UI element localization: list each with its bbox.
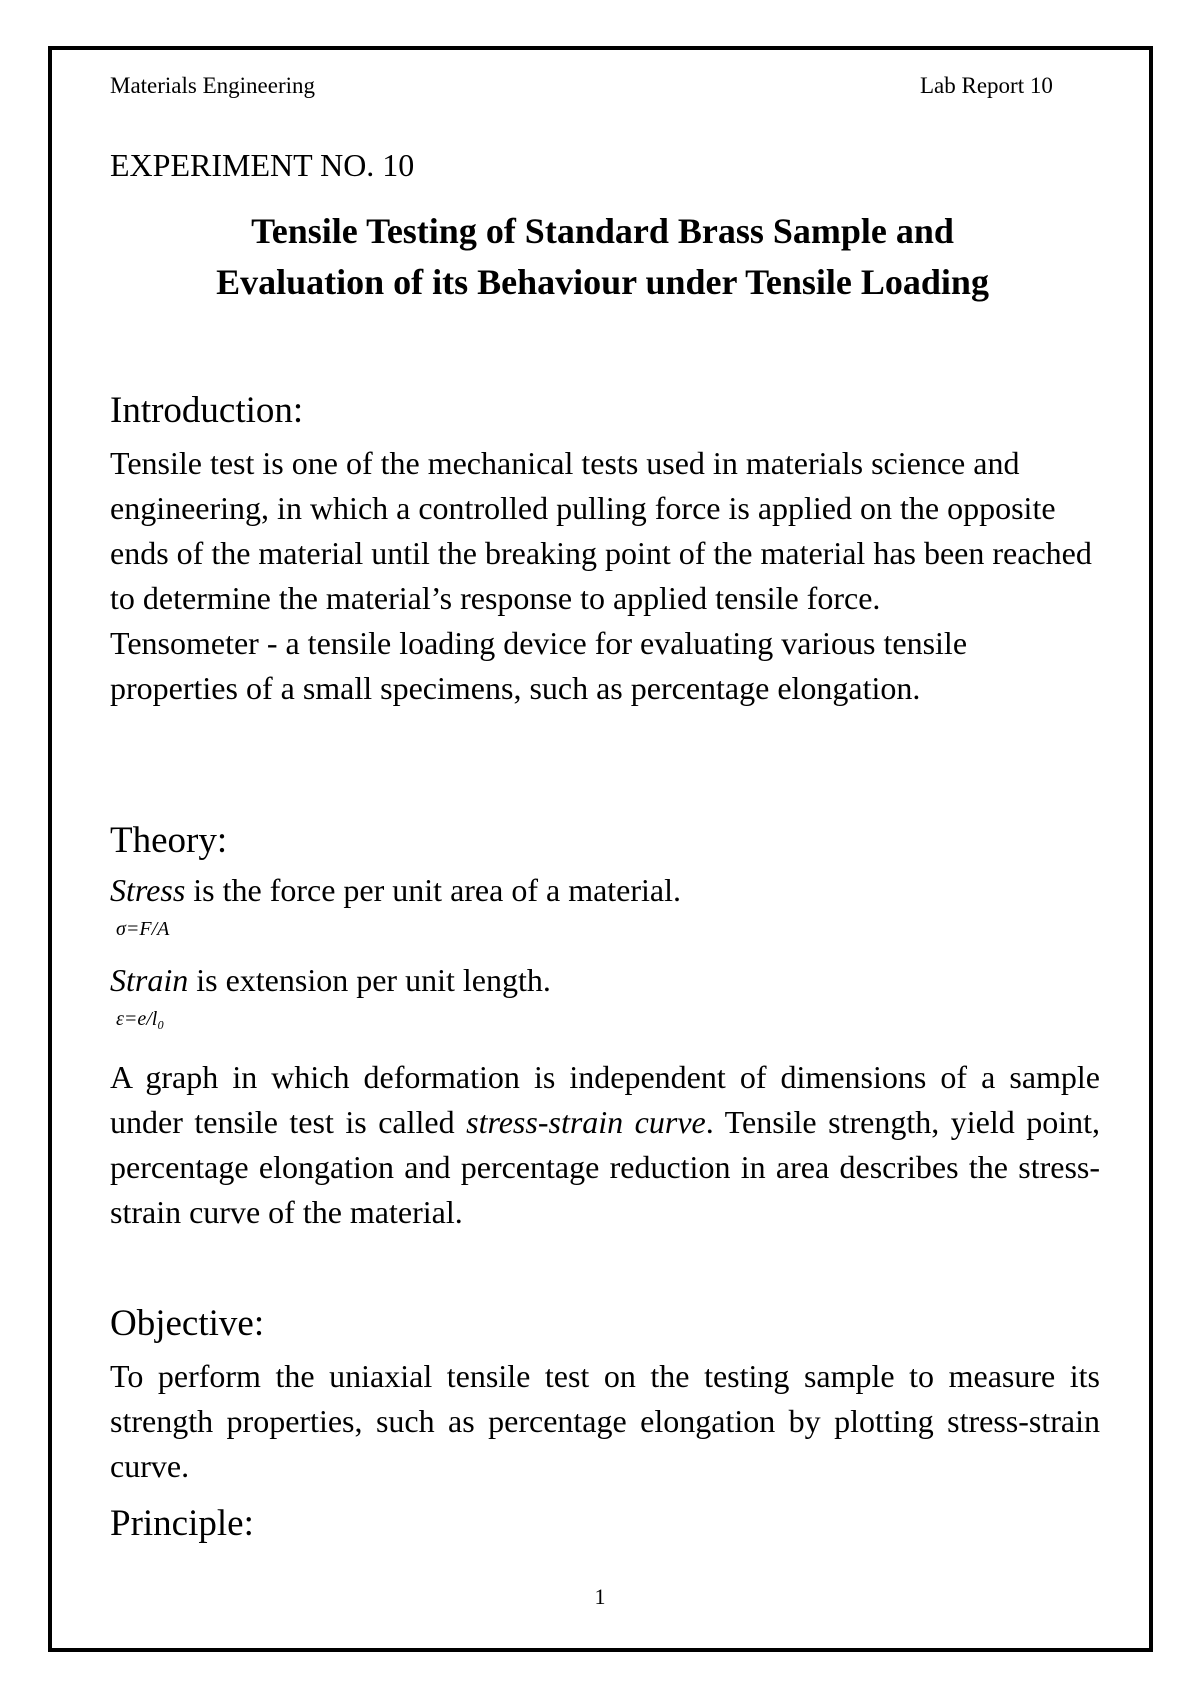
experiment-number: EXPERIMENT NO. 10 — [110, 147, 415, 183]
strain-term: Strain — [110, 962, 189, 998]
stress-strain-paragraph — [110, 1055, 1100, 1235]
title-line-2: Evaluation of its Behaviour under Tensile Loading — [216, 262, 989, 302]
graph-text-after: . Tensile strength, yield point, percentage elongation and percentage reduction in area describes the stress-strain curve of the material. — [110, 1104, 1101, 1230]
stress-definition — [110, 872, 681, 909]
introduction-paragraph-2: Tensometer - a tensile loading device for evaluating various tensile properties of a small specimens, such as percentage elongation. — [110, 625, 968, 706]
stress-definition-text: is the force per unit area of a material. — [185, 872, 682, 908]
theory-heading: Theory: — [110, 820, 228, 861]
introduction-paragraph-1: Tensile test is one of the mechanical tests used in materials science and engineering, in which a controlled pulling force is applied on the opposite ends of the material until the breaking point of the material has been reached to determine the material’s response to applied tensile force. — [110, 445, 1092, 616]
strain-definition-text: is extension per unit length. — [188, 962, 551, 998]
title-line-1: Tensile Testing of Standard Brass Sample and — [251, 211, 954, 251]
document-title — [110, 206, 1095, 308]
strain-formula: ε=e/l₀ — [116, 1008, 165, 1030]
objective-body: To perform the uniaxial tensile test on the testing sample to measure its strength properties, such as percentage elongation by plotting stress-strain curve. — [110, 1358, 1100, 1484]
strain-definition — [110, 962, 551, 999]
stress-term: Stress — [110, 872, 186, 908]
header-report: Lab Report 10 — [920, 73, 1053, 98]
stress-strain-curve-term: stress-strain curve — [466, 1104, 706, 1140]
objective-heading: Objective: — [110, 1303, 265, 1344]
stress-formula: σ=F/A — [116, 918, 170, 940]
graph-text-before: A graph in which deformation is independent of dimensions of a sample under tensile test is called — [110, 1059, 1100, 1140]
introduction-body — [110, 441, 1100, 711]
introduction-heading: Introduction: — [110, 390, 304, 431]
page-number: 1 — [594, 1584, 606, 1609]
header-course: Materials Engineering — [110, 73, 316, 98]
principle-heading: Principle: — [110, 1503, 254, 1544]
